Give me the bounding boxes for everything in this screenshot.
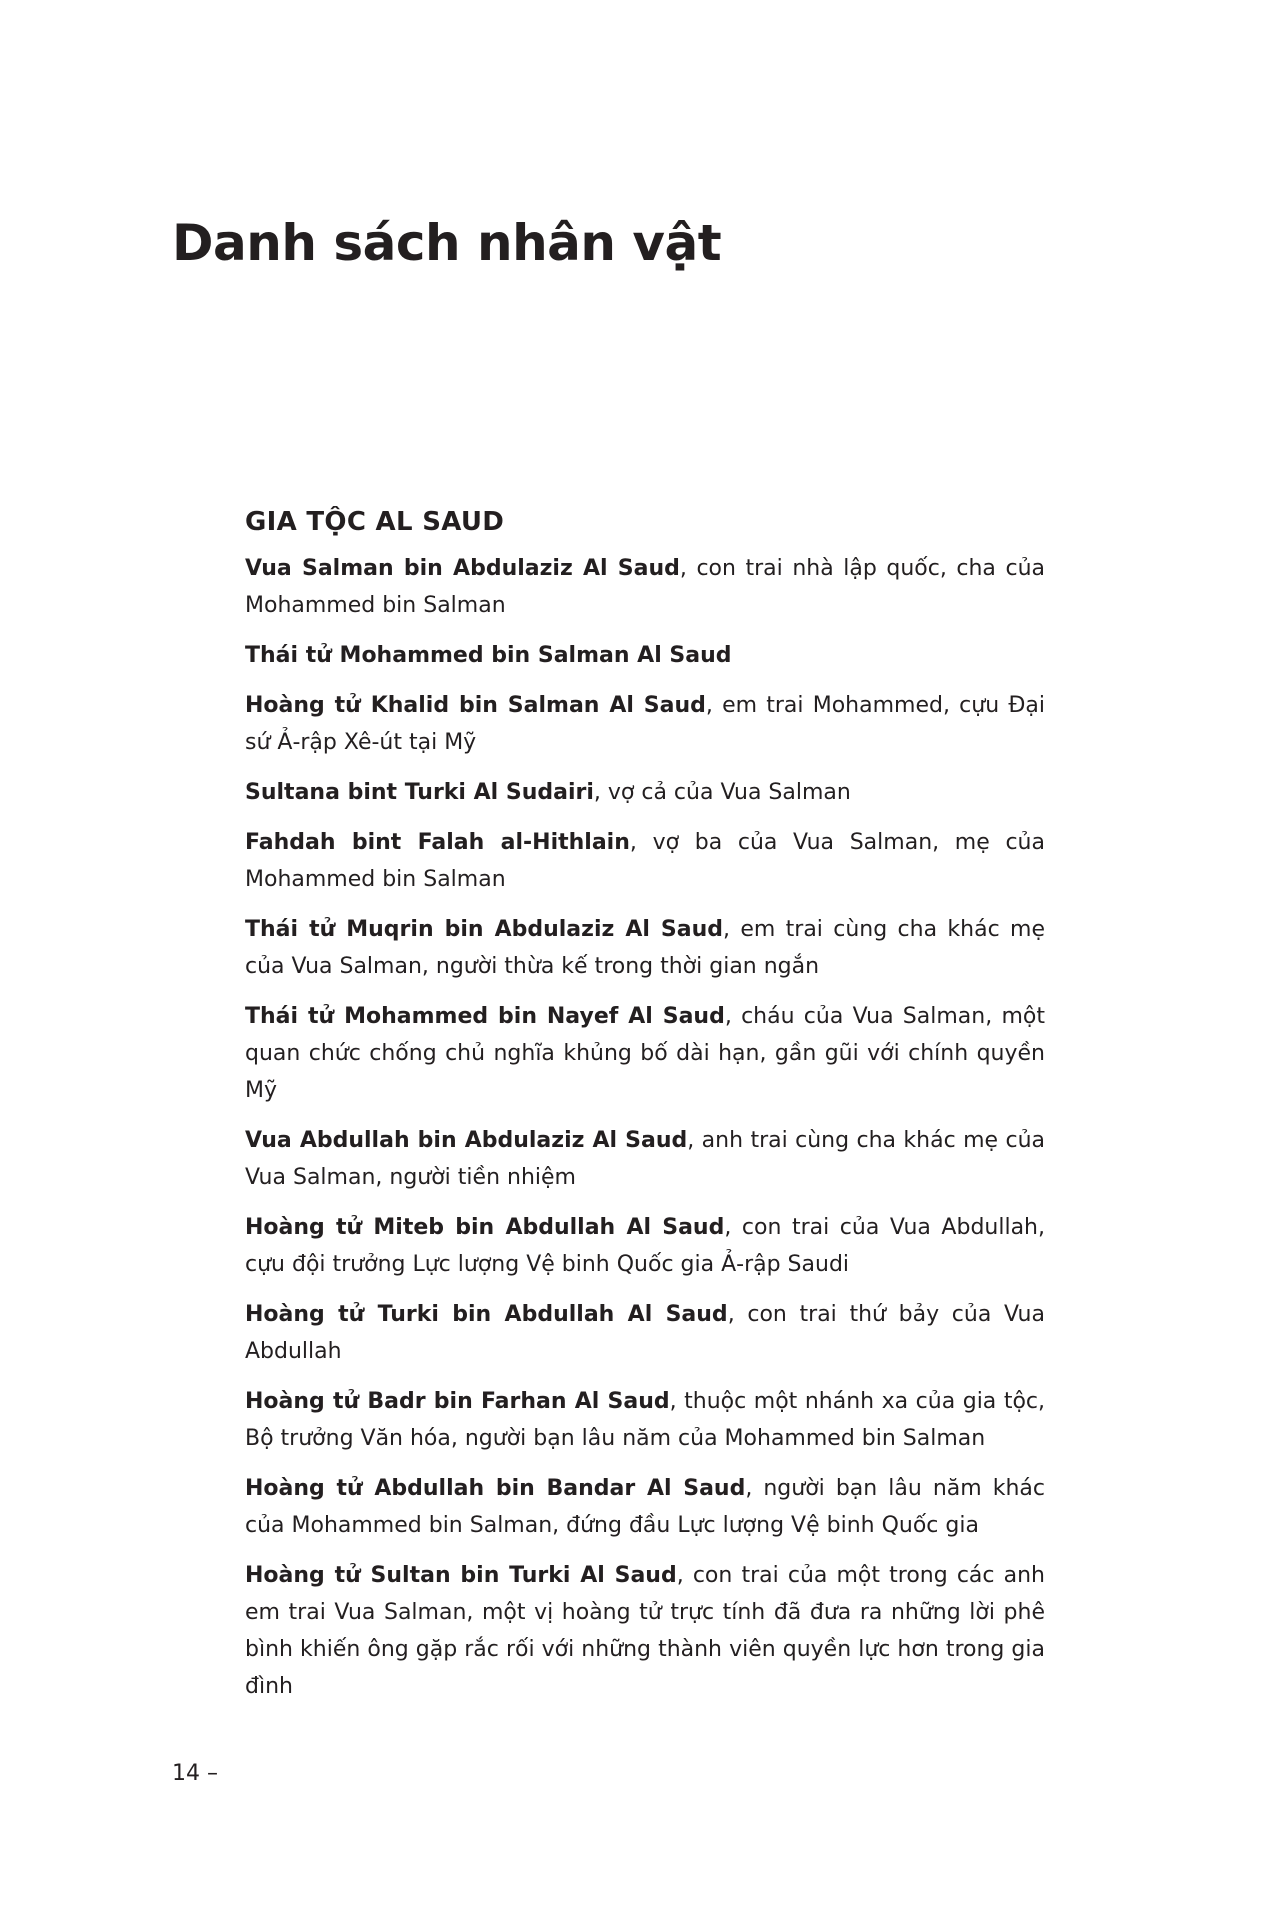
character-description: , con trai thứ bảy của Vua Abdullah [245,1302,1045,1364]
character-description: , con trai nhà lập quốc, cha của Mohammed bin Salman [245,556,1045,618]
list-item [245,1122,1045,1196]
character-name: Sultana bint Turki Al Sudairi [245,780,594,805]
list-item [245,1383,1045,1457]
list-item [245,637,1045,674]
character-name: Hoàng tử Turki bin Abdullah Al Saud [245,1302,728,1327]
character-name: Fahdah bint Falah al-Hithlain [245,830,630,855]
list-item [245,998,1045,1109]
character-name: Thái tử Mohammed bin Salman Al Saud [245,643,732,668]
character-name: Thái tử Muqrin bin Abdulaziz Al Saud [245,917,723,942]
character-description: , con trai của Vua Abdullah, cựu đội trưởng Lực lượng Vệ binh Quốc gia Ả-rập Saudi [245,1215,1045,1277]
character-description: , anh trai cùng cha khác mẹ của Vua Salman, người tiền nhiệm [245,1128,1045,1190]
character-name: Vua Salman bin Abdulaziz Al Saud [245,556,680,581]
character-description: , cháu của Vua Salman, một quan chức chống chủ nghĩa khủng bố dài hạn, gần gũi với chính quyền Mỹ [245,1004,1045,1103]
character-description: , con trai của một trong các anh em trai Vua Salman, một vị hoàng tử trực tính đã đưa ra những lời phê bình khiến ông gặp rắc rối với những thành viên quyền lực hơn trong gia đình [245,1563,1045,1699]
character-description: , vợ ba của Vua Salman, mẹ của Mohammed bin Salman [245,830,1045,892]
character-description: , vợ cả của Vua Salman [593,780,851,805]
list-item [245,1557,1045,1705]
page-number: 14 – [172,1761,218,1786]
list-item [245,824,1045,898]
list-item [245,1209,1045,1283]
list-item [245,550,1045,624]
page-title: Danh sách nhân vật [172,214,722,272]
character-name: Hoàng tử Sultan bin Turki Al Saud [245,1563,677,1588]
list-item [245,1296,1045,1370]
list-item [245,1470,1045,1544]
character-list [245,550,1045,1705]
list-item [245,774,1045,811]
character-description: , thuộc một nhánh xa của gia tộc, Bộ trưởng Văn hóa, người bạn lâu năm của Mohammed bin Salman [245,1389,1046,1451]
character-list-section [245,502,1045,1718]
character-name: Thái tử Mohammed bin Nayef Al Saud [245,1004,725,1029]
section-heading: GIA TỘC AL SAUD [245,507,505,537]
list-item [245,911,1045,985]
character-description: , em trai cùng cha khác mẹ của Vua Salman, người thừa kế trong thời gian ngắn [245,917,1045,979]
character-name: Vua Abdullah bin Abdulaziz Al Saud [245,1128,688,1153]
character-description: , em trai Mohammed, cựu Đại sứ Ả-rập Xê-út tại Mỹ [245,693,1045,755]
character-name: Hoàng tử Abdullah bin Bandar Al Saud [245,1476,746,1501]
character-name: Hoàng tử Khalid bin Salman Al Saud [245,693,706,718]
list-item [245,687,1045,761]
character-description: , người bạn lâu năm khác của Mohammed bin Salman, đứng đầu Lực lượng Vệ binh Quốc gia [245,1476,1045,1538]
character-name: Hoàng tử Badr bin Farhan Al Saud [245,1389,670,1414]
character-name: Hoàng tử Miteb bin Abdullah Al Saud [245,1215,725,1240]
